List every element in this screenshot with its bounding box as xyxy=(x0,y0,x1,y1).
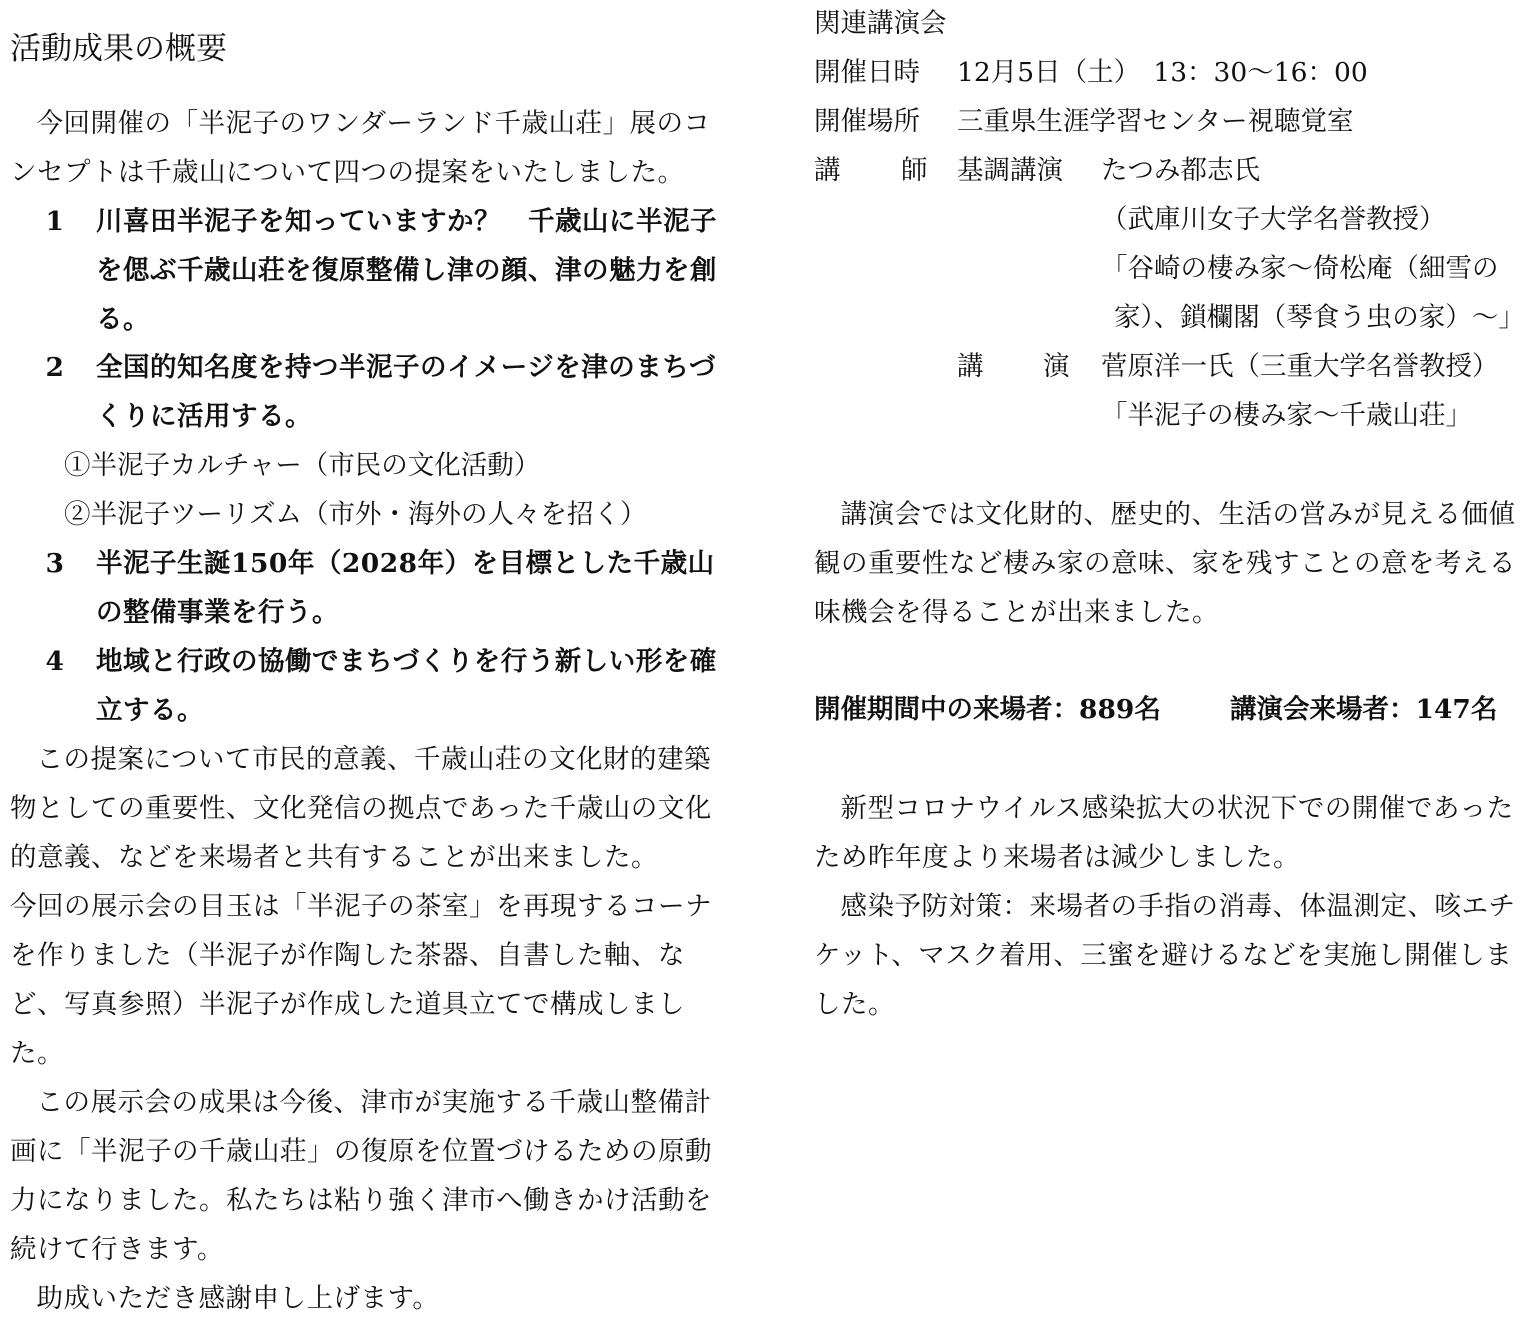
lecture-title: 「半泥子の棲み家〜千歳山荘」 xyxy=(1101,400,1472,431)
proposal-number: 3 xyxy=(45,548,65,579)
proposal-item-3 xyxy=(10,539,728,637)
proposal-text: 全国的知名度を持つ半泥子のイメージを津のまちづくりに活用する。 xyxy=(96,352,716,432)
place-label: 開催場所 xyxy=(814,106,920,137)
date-value: 12月5日（土） 13：30〜16：00 xyxy=(957,57,1368,88)
significance-paragraph: この提案について市民的意義、千歳山荘の文化財的建築物としての重要性、文化発信の拠点であった千歳山の文化的意義、などを来場者と共有することが出来ました。 xyxy=(10,744,712,873)
keynote-label: 基調講演 xyxy=(957,155,1063,186)
keynote-title-line-1: 「谷崎の棲み家〜倚松庵（細雪の xyxy=(1101,253,1499,284)
proposal-text: 川喜田半泥子を知っていますか？ 千歳山に半泥子を偲ぶ千歳山荘を復原整備し津の顔、津の魅力を創る。 xyxy=(96,206,717,335)
keynote-affiliation: （武庫川女子大学名誉教授） xyxy=(1101,204,1446,235)
proposal-item-4 xyxy=(10,637,728,735)
lecturer-label-2: 師 xyxy=(901,155,928,186)
covid-paragraph: 新型コロナウイルス感染拡大の状況下での開催であったため昨年度より来場者は減少しました。 xyxy=(814,793,1514,873)
proposal-text: 半泥子生誕150年（2028年）を目標とした千歳山の整備事業を行う。 xyxy=(96,548,715,628)
lecturer-label-1: 講 xyxy=(814,155,841,186)
sub-item-tourism: ②半泥子ツーリズム（市外・海外の人々を招く） xyxy=(64,499,647,530)
lecture-label-1: 講 xyxy=(957,351,984,382)
thanks-paragraph: 助成いただき感謝申し上げます。 xyxy=(36,1283,440,1314)
keynote-title-line-2: 家）、鎖欄閣（琴食う虫の家）〜」 xyxy=(1114,302,1525,333)
visitor-count: 開催期間中の来場者：889名 xyxy=(814,694,1161,725)
proposal-number: 4 xyxy=(45,646,65,677)
sub-item-culture: ①半泥子カルチャー（市民の文化活動） xyxy=(64,450,541,481)
proposal-item-1 xyxy=(10,197,728,344)
tea-room-paragraph: 今回の展示会の目玉は「半泥子の茶室」を再現するコーナを作りました（半泥子が作陶した茶器、自書した軸、など、写真参照）半泥子が作成した道具立てで構成しました。 xyxy=(10,891,712,1069)
lecture-heading: 関連講演会 xyxy=(814,8,947,39)
covid-notes xyxy=(814,784,1532,1029)
proposal-text: 地域と行政の協働でまちづくりを行う新しい形を確立する。 xyxy=(96,646,717,726)
lecture-label-2: 演 xyxy=(1043,351,1070,382)
proposal-item-2 xyxy=(10,343,728,441)
place-value: 三重県生涯学習センター視聴覚室 xyxy=(957,106,1354,137)
lecture-speaker: 菅原洋一氏（三重大学名誉教授） xyxy=(1101,351,1499,382)
section-title: 活動成果の概要 xyxy=(10,31,227,67)
intro-paragraph xyxy=(10,99,728,197)
proposal-number: 1 xyxy=(45,206,65,237)
body-paragraphs xyxy=(10,735,728,1323)
intro-text: 今回開催の「半泥子のワンダーランド千歳山荘」展のコンセプトは千歳山について四つの提案をいたしました。 xyxy=(10,108,711,188)
talk-summary xyxy=(814,490,1532,637)
keynote-speaker: たつみ都志氏 xyxy=(1101,155,1260,186)
lecture-visitor-count: 講演会来場者：147名 xyxy=(1230,694,1498,725)
outcome-paragraph: この展示会の成果は今後、津市が実施する千歳山整備計画に「半泥子の千歳山荘」の復原を位置づけるための原動力になりました。私たちは粘り強く津市へ働きかけ活動を続けて行きます。 xyxy=(10,1087,712,1265)
talk-summary-text: 講演会では文化財的、歴史的、生活の営みが見える価値観の重要性など棲み家の意味、家を残すことの意を考える味機会を得ることが出来ました。 xyxy=(814,499,1516,628)
prevention-paragraph: 感染予防対策：来場者の手指の消毒、体温測定、咳エチケット、マスク着用、三蜜を避けるなどを実施し開催しました。 xyxy=(814,891,1516,1020)
proposal-number: 2 xyxy=(45,352,65,383)
date-label: 開催日時 xyxy=(814,57,920,88)
